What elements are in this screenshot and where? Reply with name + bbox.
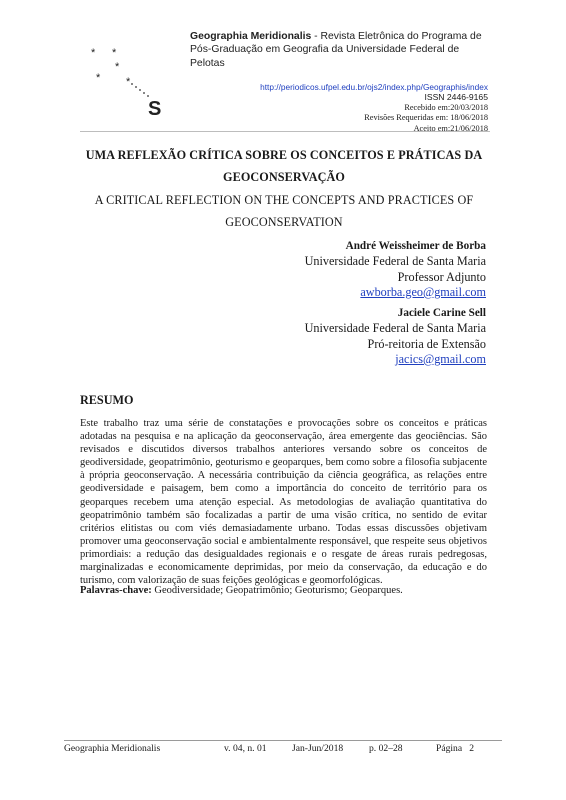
author-name: Jaciele Carine Sell [397,307,486,319]
submission-meta [364,92,488,134]
journal-description: - Revista Eletrônica do Programa de Pós-Graduação em Geografia da Universidade Federal de Pelotas [190,31,482,69]
author-affiliation: Universidade Federal de Santa Maria [304,321,486,336]
keywords-label: Palavras-chave: [80,585,152,596]
journal-logo [78,40,178,122]
author-role: Professor Adjunto [397,269,486,284]
title-pt-line: UMA REFLEXÃO CRÍTICA SOBRE OS CONCEITOS E PRÁTICAS DA [85,148,483,162]
abstract-heading: RESUMO [80,393,134,407]
author-block [305,239,486,300]
journal-name: Geographia Meridionalis [190,31,312,42]
revised-date: Revisões Requeridas em: 18/06/2018 [364,113,488,123]
journal-header [190,30,490,70]
accepted-date: Aceito em:21/06/2018 [413,123,488,133]
author-name: André Weissheimer de Borba [345,240,486,252]
title-en-line: A CRITICAL REFLECTION ON THE CONCEPTS AND PRACTICES OF [94,193,474,207]
footer-journal: Geographia Meridionalis [64,743,161,754]
header-divider [80,131,490,132]
footer-page-number: Página 2 [436,743,475,754]
author-role: Pró-reitoria de Extensão [367,336,486,351]
issn: ISSN 2446-9165 [424,92,488,102]
keywords-list: Geodiversidade; Geopatrimônio; Geoturismo; Geoparques. [151,585,403,596]
journal-url-link[interactable]: http://periodicos.ufpel.edu.br/ojs2/index.php/Geographis/index [260,82,488,92]
star-icon: * [96,72,101,84]
title-portuguese [80,144,488,188]
footer-divider [64,740,502,741]
title-en-line: GEOCONSERVATION [225,215,343,229]
author-email-link[interactable]: jacics@gmail.com [395,351,486,366]
author-affiliation: Universidade Federal de Santa Maria [304,254,486,269]
star-icon: * [115,61,120,73]
logo-letter: S [148,98,162,120]
star-icon: * [112,47,117,59]
abstract-body: Este trabalho traz uma série de constatações e provocações sobre os conceitos e práticas adotadas na pesquisa e na aplicação da geoconservação, área emergente das geociências. São revisados e discutidos diversos trabalhos anteriores versando sobre os conceitos de geodiversidade, geopatrimônio, geoturismo e geoparques, bem como sobre a filosofia subjacente à própria geoconservação. A necessária contribuição da ciência geográfica, as relações entre geodiversidade e paisagem, bem como a importância do conceito de território para os geoparques recebem uma atenção especial. As metodologias de avaliação quantitativa do geopatrimônio também são focalizadas a partir de uma visão crítica, no sentido de evitar critérios elitistas ou com viés demasiadamente urbano. Todas essas discussões objetivam promover uma geoconservação social e ambientalmente responsável, que respeite seus objetivos primordiais: a redução das desigualdades regionais e o resgate de áreas rurais pedregosas, marginalizadas e economicamente deprimidas, por meio da conservação, da educação e do turismo, com valorização de suas feições geológicas e geomorfológicas. [80,418,487,587]
star-icon: * [91,47,96,59]
star-icon: * [126,76,131,88]
keywords [80,584,487,597]
footer-volume: v. 04, n. 01 [224,743,267,754]
footer-period: Jan-Jun/2018 [292,743,344,754]
received-date: Recebido em:20/03/2018 [404,102,488,112]
footer-pages: p. 02–28 [369,743,403,754]
title-pt-line: GEOCONSERVAÇÃO [223,170,345,184]
title-english [80,189,488,233]
author-block [305,306,486,367]
article-titles [80,144,488,233]
author-email-link[interactable]: awborba.geo@gmail.com [360,284,486,299]
